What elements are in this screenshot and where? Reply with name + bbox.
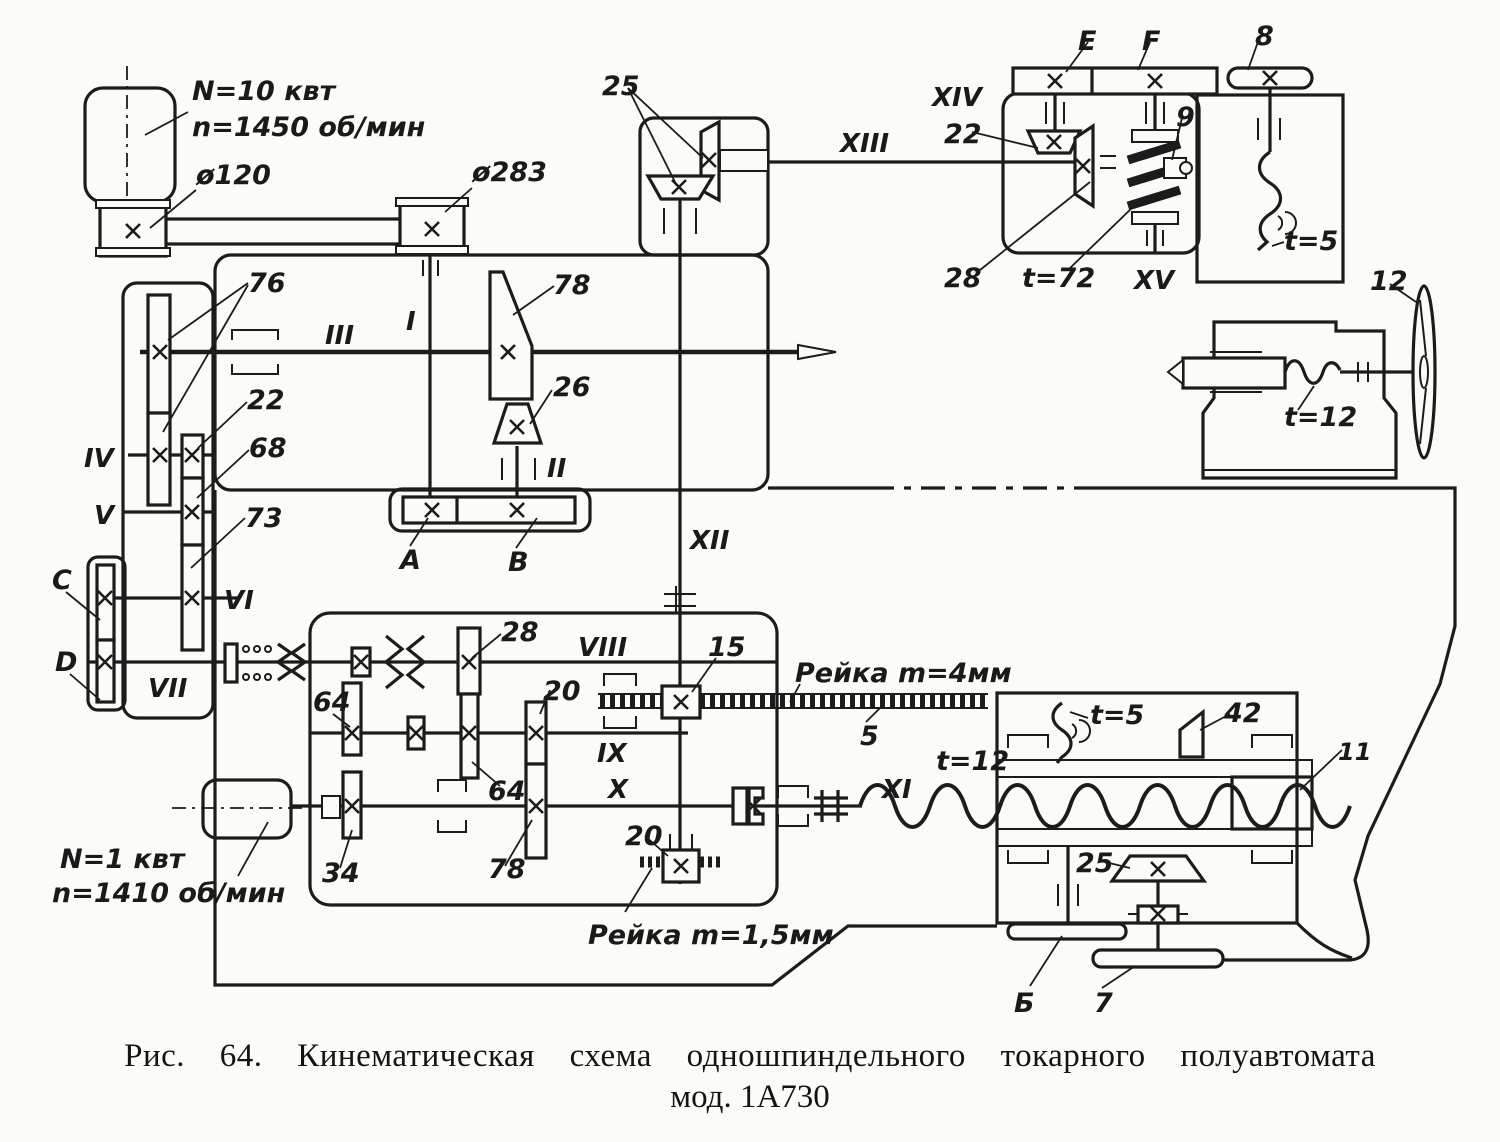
screw-t5-right-label: t=5 xyxy=(1284,226,1339,257)
spindle-arrow xyxy=(798,345,836,359)
gear-34-label: 34 xyxy=(322,858,360,889)
rack-m15-label: Рейка m=1,5мм xyxy=(588,920,834,951)
pulley-large-label: ø283 xyxy=(472,157,547,188)
figure-caption xyxy=(0,1038,1500,1116)
tailstock-quill xyxy=(1183,358,1285,388)
vertical-screw-t5 xyxy=(1258,152,1281,250)
gear-42-pennant xyxy=(1180,712,1203,757)
carriage-brackets xyxy=(1008,735,1292,863)
tailstock-body xyxy=(1203,322,1396,478)
top-bevel-internals xyxy=(648,122,768,234)
disc-7-handle xyxy=(1093,950,1223,967)
shaft-x-label: X xyxy=(608,775,629,805)
gear-d-label: D xyxy=(55,647,78,678)
guideway-top xyxy=(997,760,1312,777)
shaft-xiv-label: XIV xyxy=(932,83,982,113)
shaft-vii-label: VII xyxy=(148,674,188,704)
disc-b-handle xyxy=(1008,924,1126,939)
shaft-xiii-label: XIII xyxy=(840,129,890,159)
gear-64-upper-label: 64 xyxy=(313,687,351,718)
rack-m4-label: Рейка m=4мм xyxy=(795,658,1012,689)
gear-f-label: F xyxy=(1142,26,1161,57)
cone-pulley-78 xyxy=(490,272,532,399)
gear-78-feed-label: 78 xyxy=(488,854,526,885)
main-motor-body xyxy=(85,88,175,202)
disc-7-label: 7 xyxy=(1094,988,1113,1019)
carriage-t5-label: t=5 xyxy=(1090,700,1145,731)
disc-b-label: Б xyxy=(1014,988,1035,1019)
part-9-label: 9 xyxy=(1176,102,1195,133)
gear-22-left-label: 22 xyxy=(247,385,285,416)
shaft-iii-label: III xyxy=(325,321,355,351)
caption-line-2: мод. 1А730 xyxy=(670,1079,830,1115)
gear-42-label: 42 xyxy=(1224,698,1262,729)
guideway-bottom xyxy=(997,829,1312,846)
gear-b-label: B xyxy=(508,547,529,578)
bevel-25-top-label: 25 xyxy=(602,71,640,102)
gear-20-upper-label: 20 xyxy=(543,676,581,707)
gear-76-label: 76 xyxy=(248,268,286,299)
carriage-screw-t5 xyxy=(1053,703,1071,763)
shaft-xi-label: XI xyxy=(882,775,912,805)
gear-22-right-label: 22 xyxy=(944,119,982,150)
shaft-xii-label: XII xyxy=(690,526,730,556)
shaft-ix-label: IX xyxy=(597,739,627,769)
feed-motor xyxy=(172,780,340,838)
gear-a-label: A xyxy=(400,545,421,576)
shaft-viii-label: VIII xyxy=(578,633,628,663)
shaft-ii-label: II xyxy=(547,454,567,484)
ef-gear-bar xyxy=(1013,68,1217,94)
shaft-vi-label: VI xyxy=(224,586,254,616)
gear-28-feed-label: 28 xyxy=(501,617,539,648)
shaft-v-label: V xyxy=(94,501,115,531)
worm-t72-label: t=72 xyxy=(1022,263,1096,294)
tailstock-screw-label: t=12 xyxy=(1284,402,1358,433)
gear-28-right-label: 28 xyxy=(944,263,982,294)
gear-e-label: E xyxy=(1078,26,1097,57)
gear-d xyxy=(97,640,114,702)
gear-64-lower-label: 64 xyxy=(488,776,526,807)
shaft-xv-label: XV xyxy=(1134,266,1175,296)
leadscrew-t12 xyxy=(860,785,1350,827)
shaft-iv-label: IV xyxy=(84,444,114,474)
gear-c-label: C xyxy=(52,565,72,596)
pulley-small-label: ø120 xyxy=(196,160,271,191)
cone-26 xyxy=(494,404,541,443)
gear-78-feed xyxy=(526,764,546,858)
main-motor-speed-label: n=1450 об/мин xyxy=(192,112,426,143)
main-motor-power-label: N=10 квт xyxy=(192,76,336,107)
cone-78-label: 78 xyxy=(553,270,591,301)
gear-20-rack-label: 20 xyxy=(625,821,663,852)
handwheel-8-label: 8 xyxy=(1255,21,1274,52)
leadscrew-t12-label: t=12 xyxy=(936,746,1010,777)
feed-motor-speed-label: n=1410 об/мин xyxy=(52,878,286,909)
handwheel-12-label: 12 xyxy=(1370,266,1408,297)
gear-15-label: 15 xyxy=(708,632,746,663)
gear-73-label: 73 xyxy=(245,503,283,534)
gear-68-label: 68 xyxy=(249,433,287,464)
feed-motor-power-label: N=1 квт xyxy=(60,844,185,875)
caption-line-1: Рис. 64. Кинематическая схема одношпиндельного токарного полуавтомата xyxy=(124,1038,1376,1074)
tailstock xyxy=(1168,286,1435,478)
tailstock-center xyxy=(1168,360,1183,384)
ab-gear-block xyxy=(403,497,575,523)
gear-5-label: 5 xyxy=(860,721,879,752)
nut-11-label: 11 xyxy=(1338,738,1372,766)
shaft-i-label: I xyxy=(406,307,416,337)
bevel-25-carriage-label: 25 xyxy=(1076,848,1114,879)
cone-26-label: 26 xyxy=(553,372,591,403)
